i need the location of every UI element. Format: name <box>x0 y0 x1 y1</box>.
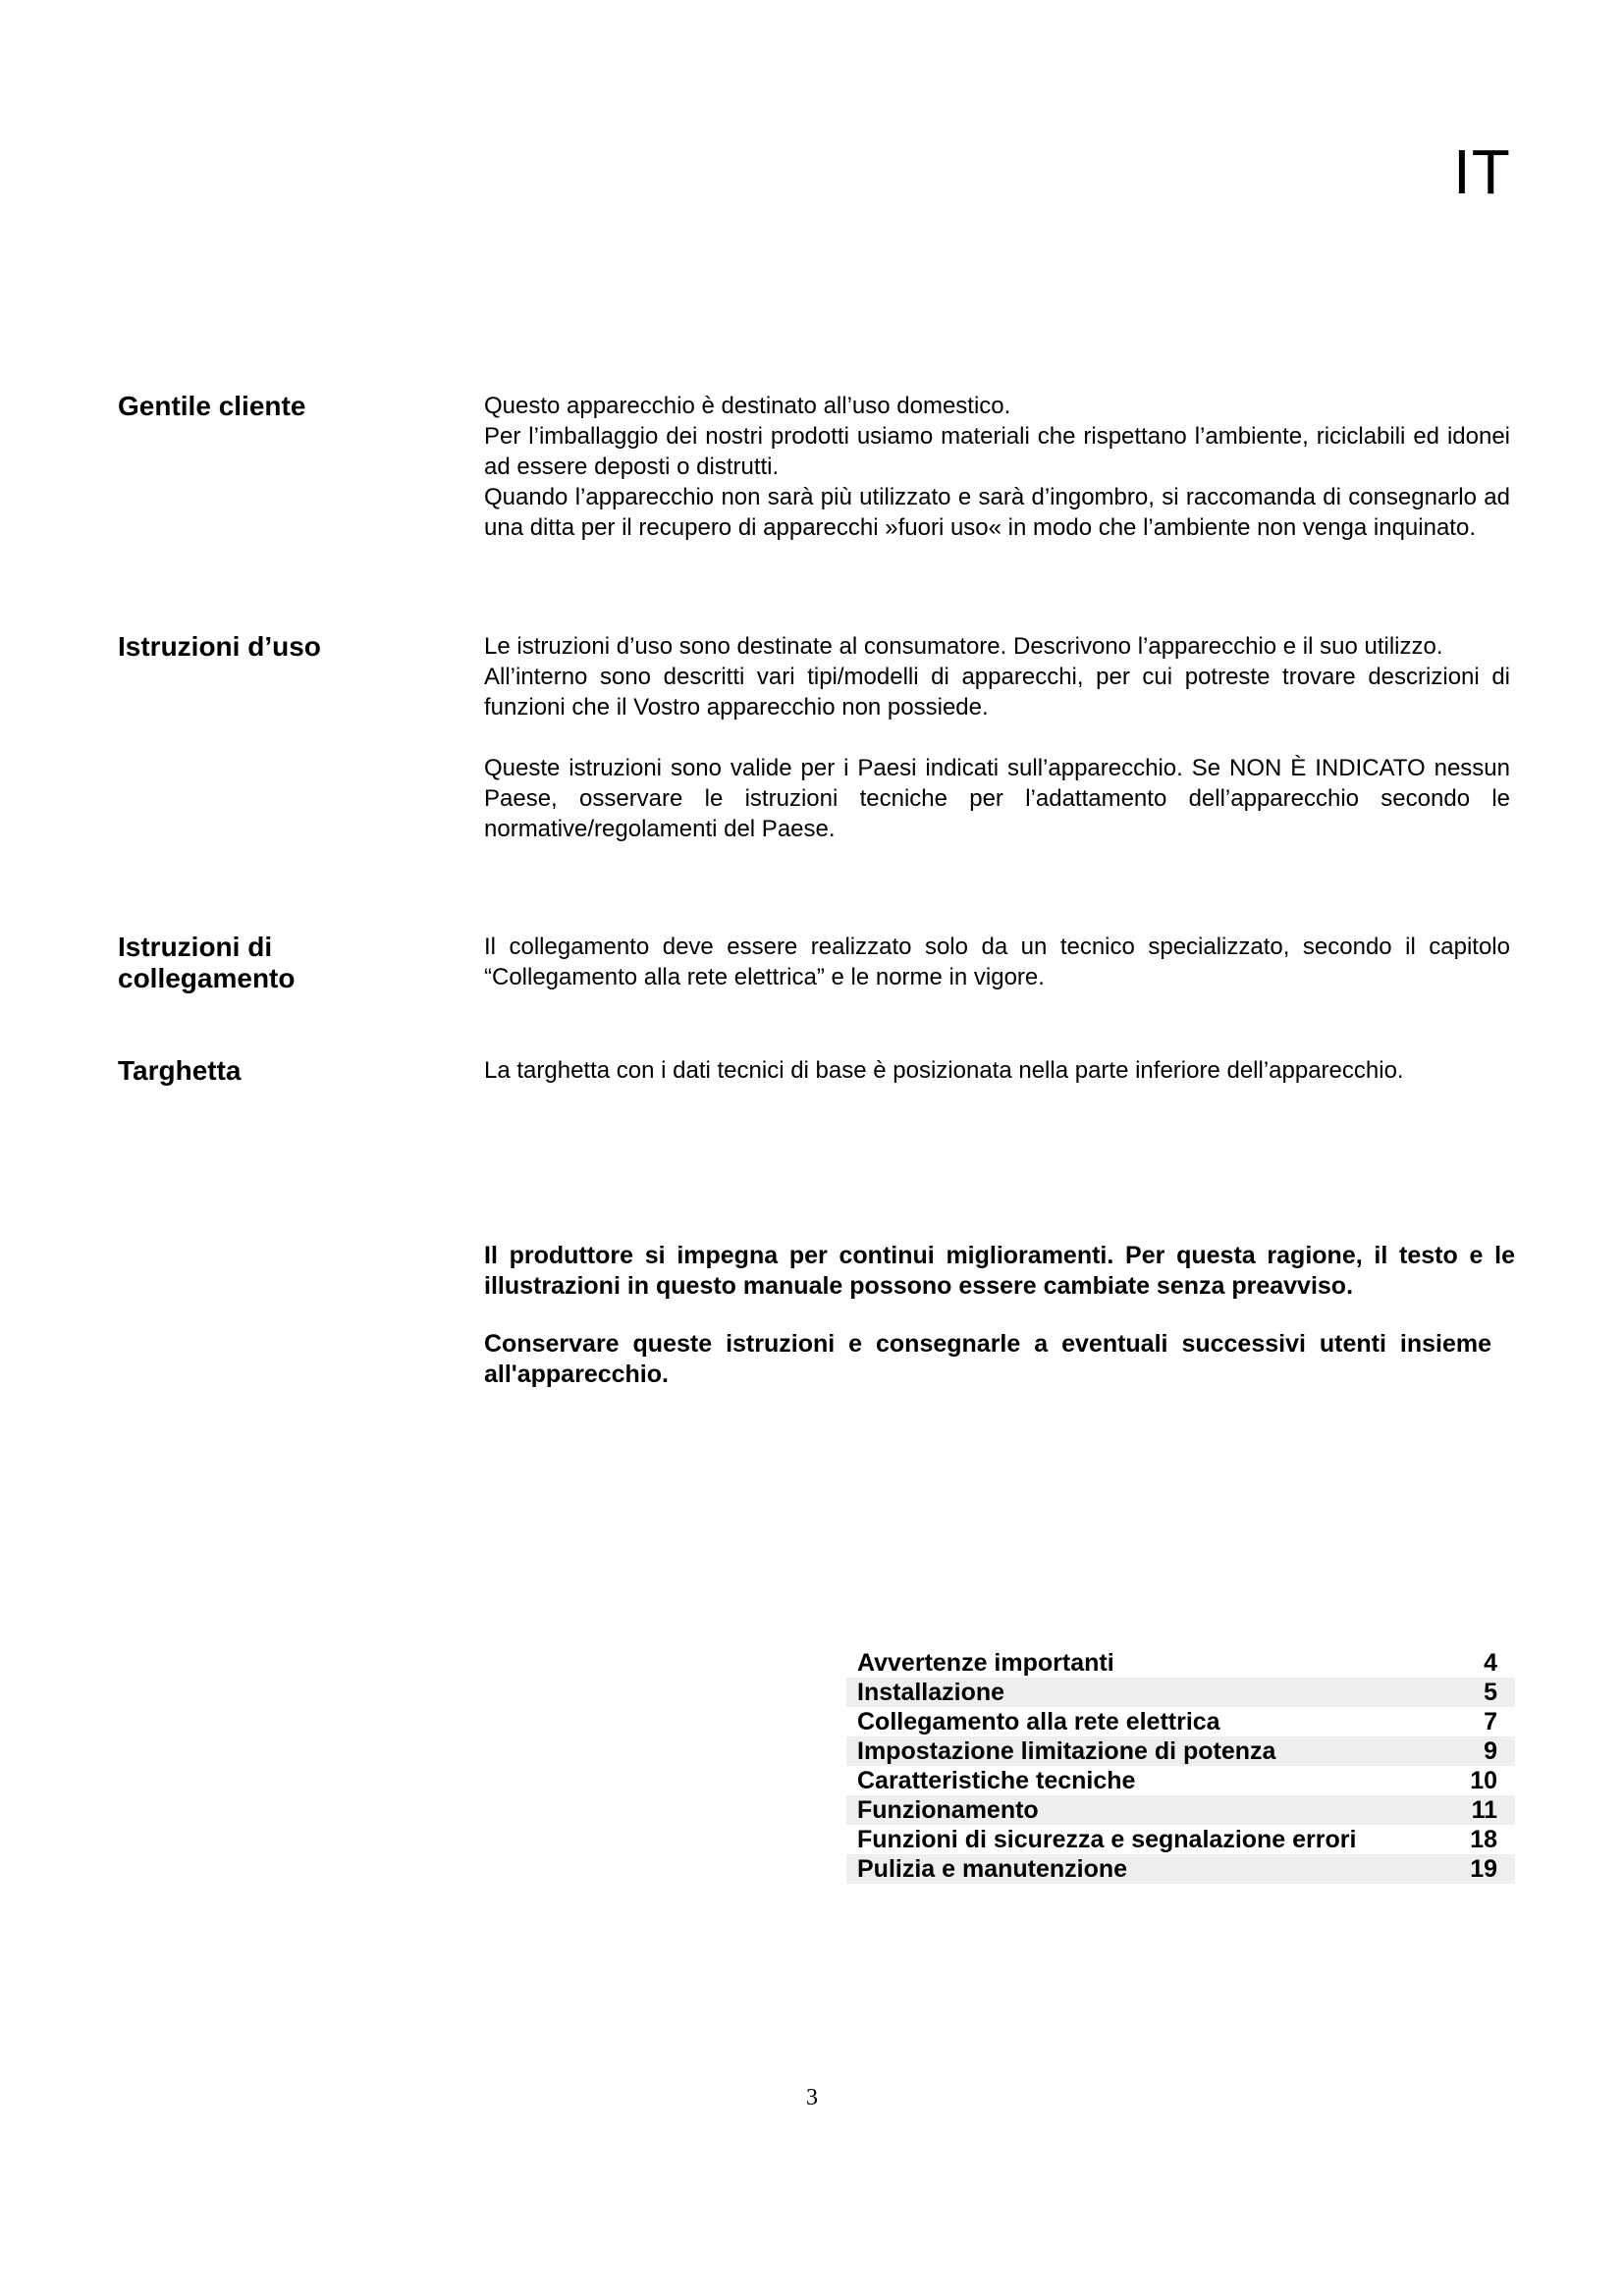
toc-page: 19 <box>1470 1854 1497 1883</box>
section-body <box>484 932 1510 992</box>
section-title: Targhetta <box>118 1055 242 1086</box>
toc-item-collegamento[interactable] <box>846 1707 1515 1736</box>
paragraph: Le istruzioni d’uso sono destinate al consumatore. Descrivono l’apparecchio e il suo utilizzo. <box>484 633 1443 660</box>
toc-item-avvertenze[interactable] <box>846 1648 1515 1678</box>
toc-item-sicurezza[interactable] <box>846 1825 1515 1854</box>
toc-item-pulizia[interactable] <box>846 1854 1515 1884</box>
section-title: Gentile cliente <box>118 391 306 421</box>
toc-page: 5 <box>1484 1678 1497 1706</box>
toc-label: Avvertenze importanti <box>857 1648 1114 1677</box>
toc-label: Impostazione limitazione di potenza <box>857 1736 1276 1765</box>
paragraph: Il collegamento deve essere realizzato solo da un tecnico specializzato, secondo il capitolo “Collegamento alla rete elettrica” e le norme in vigore. <box>484 934 1510 990</box>
paragraph: Questo apparecchio è destinato all’uso domestico. <box>484 393 1011 419</box>
notice-improvements: Il produttore si impegna per continui miglioramenti. Per questa ragione, il testo e le illustrazioni in questo manuale possono essere cambiate senza preavviso. <box>484 1242 1515 1300</box>
toc-label: Pulizia e manutenzione <box>857 1854 1128 1883</box>
toc-page: 10 <box>1470 1766 1497 1794</box>
page-number: 3 <box>806 2085 818 2110</box>
toc-label: Collegamento alla rete elettrica <box>857 1707 1220 1735</box>
paragraph: Per l’imballaggio dei nostri prodotti usiamo materiali che rispettano l’ambiente, riciclabili ed idonei ad essere deposti o distrutti. <box>484 423 1510 480</box>
toc-item-limitazione-potenza[interactable] <box>846 1736 1515 1766</box>
toc-page: 11 <box>1471 1795 1497 1824</box>
toc-page: 9 <box>1484 1736 1497 1765</box>
toc-label: Funzioni di sicurezza e segnalazione errori <box>857 1825 1357 1853</box>
paragraph: La targhetta con i dati tecnici di base è posizionata nella parte inferiore dell’apparecchio. <box>484 1057 1404 1084</box>
notice-keep-instructions: Conservare queste istruzioni e consegnarle a eventuali successivi utenti insieme all'apparecchio. <box>484 1330 1491 1388</box>
toc-item-caratteristiche[interactable] <box>846 1766 1515 1795</box>
section-body <box>484 391 1510 543</box>
section-body <box>484 1055 1510 1086</box>
table-of-contents <box>846 1648 1515 1884</box>
toc-item-installazione[interactable] <box>846 1678 1515 1707</box>
language-code: IT <box>1453 136 1511 207</box>
toc-page: 4 <box>1484 1648 1497 1677</box>
toc-page: 18 <box>1470 1825 1497 1853</box>
toc-item-funzionamento[interactable] <box>846 1795 1515 1825</box>
section-body <box>484 631 1510 844</box>
toc-label: Funzionamento <box>857 1795 1039 1824</box>
section-title: Istruzioni di collegamento <box>118 932 296 993</box>
toc-label: Installazione <box>857 1678 1005 1706</box>
section-title: Istruzioni d’uso <box>118 631 321 662</box>
paragraph: Queste istruzioni sono valide per i Paesi indicati sull’apparecchio. Se NON È INDICATO nessun Paese, osservare le istruzioni tecniche per l’adattamento dell’apparecchio secondo le normative/regolamenti del Paese. <box>484 755 1510 842</box>
toc-page: 7 <box>1484 1707 1497 1735</box>
paragraph: Quando l’apparecchio non sarà più utilizzato e sarà d’ingombro, si raccomanda di consegnarlo ad una ditta per il recupero di apparecchi »fuori uso« in modo che l’ambiente non venga inquinato. <box>484 484 1510 541</box>
toc-label: Caratteristiche tecniche <box>857 1766 1136 1794</box>
paragraph: All’interno sono descritti vari tipi/modelli di apparecchi, per cui potreste trovare descrizioni di funzioni che il Vostro apparecchio non possiede. <box>484 664 1510 721</box>
